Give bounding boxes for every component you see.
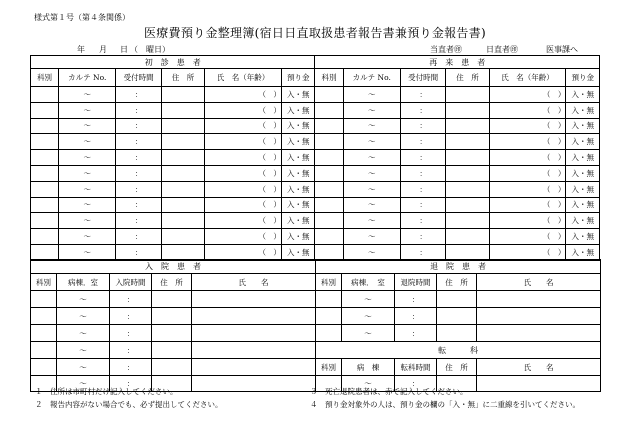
chart-no-cell[interactable]: ～ [59,118,116,134]
address-cell[interactable] [437,325,477,342]
name-age-cell[interactable]: （ ） [489,229,566,245]
reception-time-cell[interactable]: ： [400,165,445,181]
first-visit-column-header: カルテ No. [59,69,116,87]
note-1: １ 住所は市町村だけ記入してください。 [35,387,178,396]
time-cell[interactable]: ： [395,325,437,342]
time-cell[interactable]: ： [395,308,437,325]
admission-time-cell[interactable]: ： [110,308,152,325]
first-visit-section: 初 診 患 者 [31,56,315,69]
address-cell[interactable] [152,325,192,342]
ward-room-cell[interactable]: ～ [342,325,395,342]
dept-cell[interactable] [315,244,343,260]
address-cell[interactable] [446,150,489,166]
address-cell[interactable] [152,308,192,325]
admission-column-header: 住 所 [152,274,192,291]
return-visit-column-header: 氏 名（年齢） [489,69,566,87]
deposit-cell[interactable]: 入・無 [281,197,315,213]
name-cell[interactable] [192,308,316,325]
reception-time-cell[interactable]: ： [116,213,161,229]
chart-no-cell[interactable]: ～ [343,197,400,213]
reception-time-cell[interactable]: ： [400,181,445,197]
chart-no-cell[interactable]: ～ [343,118,400,134]
discharge-column-header: 氏 名 [477,274,601,291]
address-cell[interactable] [161,118,204,134]
discharge-column-header: 住 所 [437,274,477,291]
address-cell[interactable] [152,342,192,359]
table-row [31,134,600,150]
to-dept-label: 医事課へ [546,45,578,54]
reception-time-cell[interactable]: ： [400,118,445,134]
time-cell[interactable]: ： [395,291,437,308]
discharge-column-header: 病棟． 室 [342,274,395,291]
name-age-cell[interactable]: （ ） [489,165,566,181]
deposit-cell[interactable]: 入・無 [566,244,600,260]
name-age-cell[interactable]: （ ） [205,197,282,213]
page-title: 医療費預り金整理簿(宿日日直取扱患者報告書兼預り金報告書) [143,26,487,40]
table-row [31,102,600,118]
ward-room-cell[interactable]: ～ [342,308,395,325]
dept-cell[interactable] [31,229,59,245]
ward-room-cell[interactable]: ～ [57,359,110,376]
ward-room-cell[interactable]: ～ [57,325,110,342]
table-row [31,325,601,342]
name-cell[interactable] [477,291,601,308]
reception-time-cell[interactable]: ： [116,150,161,166]
name-cell[interactable] [192,376,316,392]
address-cell[interactable] [161,244,204,260]
reception-time-cell[interactable]: ： [400,102,445,118]
name-age-cell[interactable]: （ ） [205,118,282,134]
dept-cell[interactable] [31,181,59,197]
chart-no-cell[interactable]: ～ [343,213,400,229]
name-age-cell[interactable]: （ ） [205,87,282,103]
dept-cell[interactable] [31,359,57,376]
ward-room-cell[interactable]: ～ [57,291,110,308]
dept-cell[interactable] [315,134,343,150]
discharge-column-header: 退院時間 [395,274,437,291]
day-duty-signature: 日直者㊞ [486,45,518,54]
on-duty-signature: 当直者㊞ [430,45,462,54]
dept-cell[interactable] [31,150,59,166]
date-month: 月 [99,45,107,54]
chart-no-cell[interactable]: ～ [343,244,400,260]
chart-no-cell[interactable]: ～ [59,165,116,181]
dept-cell[interactable] [316,325,342,342]
dept-cell[interactable] [316,291,342,308]
reception-time-cell[interactable]: ： [116,102,161,118]
name-age-cell[interactable]: （ ） [489,87,566,103]
deposit-cell[interactable]: 入・無 [281,87,315,103]
chart-no-cell[interactable]: ～ [59,181,116,197]
dept-cell[interactable] [31,87,59,103]
date-day: 日 [120,45,128,54]
chart-no-cell[interactable]: ～ [343,102,400,118]
chart-no-cell[interactable]: ～ [343,165,400,181]
return-visit-column-header: カルテ No. [343,69,400,87]
address-cell[interactable] [437,308,477,325]
transfer-column-header: 氏 名 [477,359,601,376]
note-3: ３ 死亡退院患者は、赤で記入してください。 [310,387,468,396]
reception-time-cell[interactable]: ： [116,181,161,197]
deposit-cell[interactable]: 入・無 [281,229,315,245]
ward-room-cell[interactable]: ～ [342,376,395,392]
name-age-cell[interactable]: （ ） [489,118,566,134]
table-row [31,213,600,229]
address-cell[interactable] [446,229,489,245]
chart-no-cell[interactable]: ～ [59,150,116,166]
address-cell[interactable] [161,229,204,245]
deposit-cell[interactable]: 入・無 [566,134,600,150]
deposit-cell[interactable]: 入・無 [281,244,315,260]
reception-time-cell[interactable]: ： [400,244,445,260]
address-cell[interactable] [161,102,204,118]
dept-cell[interactable] [31,308,57,325]
name-age-cell[interactable]: （ ） [205,134,282,150]
name-age-cell[interactable]: （ ） [205,229,282,245]
name-age-cell[interactable]: （ ） [489,134,566,150]
reception-time-cell[interactable]: ： [400,150,445,166]
table-row [31,181,600,197]
reception-time-cell[interactable]: ： [400,197,445,213]
address-cell[interactable] [446,197,489,213]
address-cell[interactable] [161,197,204,213]
admission-column-header: 氏 名 [192,274,316,291]
first-visit-column-header: 受付時間 [116,69,161,87]
dept-cell[interactable] [31,134,59,150]
address-cell[interactable] [446,134,489,150]
time-cell[interactable]: ： [395,376,437,392]
admission-section: 入 院 患 者 [31,260,316,274]
chart-no-cell[interactable]: ～ [343,87,400,103]
first-visit-column-header: 氏 名（年齢） [205,69,282,87]
dept-cell[interactable] [315,229,343,245]
chart-no-cell[interactable]: ～ [59,229,116,245]
chart-no-cell[interactable]: ～ [343,229,400,245]
transfer-section: 転 科 [316,342,601,359]
transfer-column-header: 科別 [316,359,342,376]
dept-cell[interactable] [31,197,59,213]
chart-no-cell[interactable]: ～ [59,197,116,213]
chart-no-cell[interactable]: ～ [343,181,400,197]
address-cell[interactable] [446,213,489,229]
table-row [31,342,601,359]
deposit-cell[interactable]: 入・無 [281,102,315,118]
table-row [31,291,601,308]
dept-cell[interactable] [31,213,59,229]
address-cell[interactable] [161,181,204,197]
name-cell[interactable] [192,291,316,308]
reception-time-cell[interactable]: ： [116,134,161,150]
dept-cell[interactable] [31,244,59,260]
transfer-column-header: 住 所 [437,359,477,376]
first-visit-column-header: 預り金 [281,69,315,87]
address-cell[interactable] [446,181,489,197]
address-cell[interactable] [161,213,204,229]
name-cell[interactable] [192,359,316,376]
dept-cell[interactable] [31,342,57,359]
name-cell[interactable] [192,325,316,342]
ward-room-cell[interactable]: ～ [57,376,110,392]
deposit-cell[interactable]: 入・無 [566,150,600,166]
chart-no-cell[interactable]: ～ [343,134,400,150]
address-cell[interactable] [161,134,204,150]
chart-no-cell[interactable]: ～ [59,102,116,118]
reception-time-cell[interactable]: ： [116,244,161,260]
name-cell[interactable] [477,308,601,325]
ward-room-cell[interactable]: ～ [57,308,110,325]
admission-time-cell[interactable]: ： [110,291,152,308]
dept-cell[interactable] [315,213,343,229]
table-row [31,118,600,134]
admission-column-header: 入院時間 [110,274,152,291]
dept-cell[interactable] [31,118,59,134]
reception-time-cell[interactable]: ： [400,213,445,229]
address-cell[interactable] [152,291,192,308]
dept-cell[interactable] [315,150,343,166]
reception-time-cell[interactable]: ： [116,165,161,181]
name-cell[interactable] [477,325,601,342]
ward-room-cell[interactable]: ～ [342,291,395,308]
reception-time-cell[interactable]: ： [400,134,445,150]
outpatient-table [30,55,600,261]
name-age-cell[interactable]: （ ） [489,244,566,260]
deposit-cell[interactable]: 入・無 [566,213,600,229]
table-row [31,308,601,325]
dept-cell[interactable] [315,197,343,213]
dept-cell[interactable] [315,87,343,103]
deposit-cell[interactable]: 入・無 [281,165,315,181]
dept-cell[interactable] [31,291,57,308]
form-id: 様式第１号（第４条関係） [34,13,130,22]
note-4: ４ 預り金対象外の人は、預り金の欄の「入・無」に二重線を引いてください。 [310,400,580,409]
deposit-cell[interactable]: 入・無 [566,181,600,197]
address-cell[interactable] [152,359,192,376]
first-visit-column-header: 住 所 [161,69,204,87]
date-weekday: （ 曜日） [130,45,170,54]
address-cell[interactable] [161,87,204,103]
chart-no-cell[interactable]: ～ [59,213,116,229]
deposit-cell[interactable]: 入・無 [566,229,600,245]
deposit-cell[interactable]: 入・無 [566,102,600,118]
address-cell[interactable] [446,87,489,103]
dept-cell[interactable] [31,165,59,181]
address-cell[interactable] [446,102,489,118]
reception-time-cell[interactable]: ： [400,87,445,103]
return-visit-section: 再 来 患 者 [315,56,600,69]
admission-time-cell[interactable]: ： [110,359,152,376]
deposit-cell[interactable]: 入・無 [566,87,600,103]
return-visit-column-header: 科別 [315,69,343,87]
table-row [31,150,600,166]
deposit-cell[interactable]: 入・無 [566,165,600,181]
address-cell[interactable] [161,165,204,181]
deposit-cell[interactable]: 入・無 [281,118,315,134]
table-row [31,244,600,260]
dept-cell[interactable] [315,118,343,134]
return-visit-column-header: 預り金 [566,69,600,87]
ward-room-cell[interactable]: ～ [57,342,110,359]
table-row [31,359,601,376]
dept-cell[interactable] [315,181,343,197]
name-age-cell[interactable]: （ ） [205,102,282,118]
transfer-column-header: 転科時間 [395,359,437,376]
reception-time-cell[interactable]: ： [116,229,161,245]
address-cell[interactable] [446,118,489,134]
name-cell[interactable] [477,376,601,392]
deposit-cell[interactable]: 入・無 [281,181,315,197]
name-age-cell[interactable]: （ ） [205,213,282,229]
address-cell[interactable] [446,165,489,181]
transfer-column-header: 病 棟 [342,359,395,376]
note-2: ２ 報告内容がない場合でも、必ず提出してください。 [35,400,223,409]
reception-time-cell[interactable]: ： [116,118,161,134]
deposit-cell[interactable]: 入・無 [566,197,600,213]
dept-cell[interactable] [31,102,59,118]
reception-time-cell[interactable]: ： [116,197,161,213]
chart-no-cell[interactable]: ～ [59,134,116,150]
table-row [31,229,600,245]
chart-no-cell[interactable]: ～ [343,150,400,166]
admission-column-header: 病棟．室 [57,274,110,291]
chart-no-cell[interactable]: ～ [59,87,116,103]
admission-column-header: 科別 [31,274,57,291]
name-age-cell[interactable]: （ ） [489,197,566,213]
name-age-cell[interactable]: （ ） [489,102,566,118]
admission-time-cell[interactable]: ： [110,342,152,359]
discharge-column-header: 科別 [316,274,342,291]
deposit-cell[interactable]: 入・無 [281,213,315,229]
return-visit-column-header: 受付時間 [400,69,445,87]
admission-time-cell[interactable]: ： [110,376,152,392]
name-age-cell[interactable]: （ ） [489,150,566,166]
name-age-cell[interactable]: （ ） [205,165,282,181]
name-age-cell[interactable]: （ ） [489,181,566,197]
discharge-section: 退 院 患 者 [316,260,601,274]
address-cell[interactable] [446,244,489,260]
dept-cell[interactable] [315,165,343,181]
address-cell[interactable] [161,150,204,166]
name-age-cell[interactable]: （ ） [489,213,566,229]
dept-cell[interactable] [31,325,57,342]
deposit-cell[interactable]: 入・無 [566,118,600,134]
table-row [31,197,600,213]
reception-time-cell[interactable]: ： [116,87,161,103]
return-visit-column-header: 住 所 [446,69,489,87]
deposit-cell[interactable]: 入・無 [281,150,315,166]
inpatient-table [30,259,601,392]
date-year: 年 [77,45,85,54]
dept-cell[interactable] [315,102,343,118]
chart-no-cell[interactable]: ～ [59,244,116,260]
dept-cell[interactable] [316,308,342,325]
name-age-cell[interactable]: （ ） [205,150,282,166]
table-row [31,87,600,103]
first-visit-column-header: 科別 [31,69,59,87]
deposit-cell[interactable]: 入・無 [281,134,315,150]
name-cell[interactable] [192,342,316,359]
address-cell[interactable] [437,291,477,308]
reception-time-cell[interactable]: ： [400,229,445,245]
name-age-cell[interactable]: （ ） [205,244,282,260]
name-age-cell[interactable]: （ ） [205,181,282,197]
admission-time-cell[interactable]: ： [110,325,152,342]
table-row [31,165,600,181]
